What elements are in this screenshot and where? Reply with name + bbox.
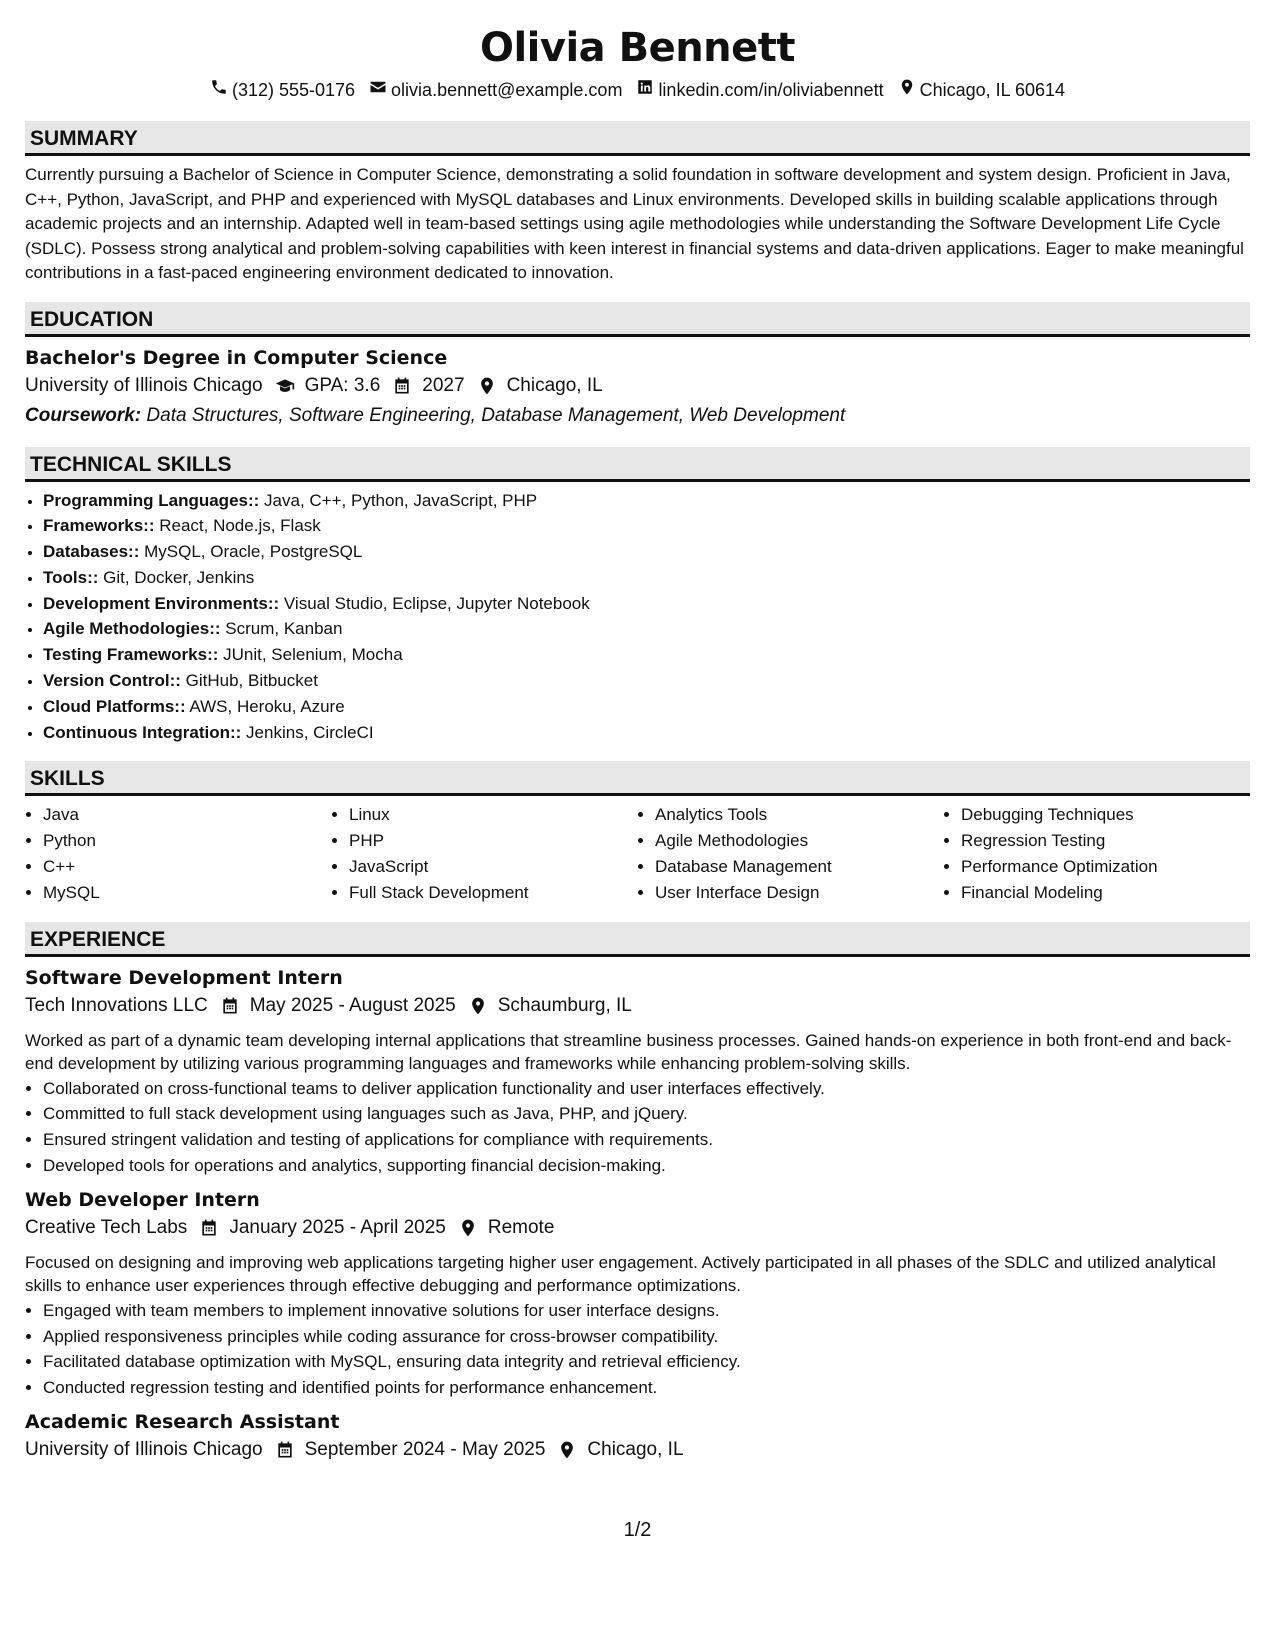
list-item: • Financial Modeling — [961, 880, 1249, 906]
skill-values: React, Node.js, Flask — [159, 516, 321, 536]
skill-values: JUnit, Selenium, Mocha — [223, 645, 403, 665]
list-item — [43, 642, 1250, 668]
technical-skills-heading: TECHNICAL SKILLS — [25, 447, 1250, 482]
job-location: Schaumburg, IL — [497, 994, 632, 1016]
job-meta — [25, 1435, 1250, 1465]
skill-values: Java, C++, Python, JavaScript, PHP — [264, 490, 538, 510]
list-item: • C++ — [43, 854, 331, 880]
list-item — [43, 591, 1250, 617]
job-entry — [25, 1409, 1250, 1465]
skill-category: Cloud Platforms:: — [43, 696, 186, 716]
list-item: • Java — [43, 802, 331, 828]
skills-column — [331, 802, 637, 905]
job-bullets — [25, 1076, 1250, 1179]
list-item: • Performance Optimization — [961, 854, 1249, 880]
skill-values: MySQL, Oracle, PostgreSQL — [144, 542, 363, 562]
skills-column — [943, 802, 1249, 905]
linkedin-link[interactable]: linkedin.com/in/oliviabennett — [658, 80, 884, 100]
list-item: • Database Management — [655, 854, 943, 880]
graduation-cap-icon — [275, 376, 295, 396]
education-heading: EDUCATION — [25, 302, 1250, 337]
candidate-name: Olivia Bennett — [479, 25, 796, 71]
list-item: • Developed tools for operations and analytics, supporting financial decision-making. — [43, 1153, 1250, 1179]
phone-text: (312) 555-0176 — [231, 80, 356, 100]
education-location: Chicago, IL — [506, 374, 603, 396]
contact-linkedin[interactable] — [636, 78, 883, 102]
contact-location — [898, 78, 1065, 102]
phone-icon — [210, 78, 228, 102]
list-item — [43, 720, 1250, 746]
list-item: • Applied responsiveness principles while coding assurance for cross-browser compatibility. — [43, 1324, 1250, 1350]
job-entry — [25, 965, 1250, 1179]
list-item — [43, 668, 1250, 694]
list-item — [43, 694, 1250, 720]
job-dates: May 2025 - August 2025 — [249, 994, 456, 1016]
list-item: • Linux — [349, 802, 637, 828]
company-name: Tech Innovations LLC — [25, 994, 208, 1016]
location-pin-icon — [468, 996, 488, 1016]
company-name: Creative Tech Labs — [25, 1216, 188, 1238]
skill-category: Continuous Integration:: — [43, 722, 242, 742]
job-location: Remote — [487, 1216, 555, 1238]
skill-values: Scrum, Kanban — [225, 619, 343, 639]
coursework-list: Data Structures, Software Engineering, Database Management, Web Development — [146, 404, 846, 426]
job-bullets — [25, 1298, 1250, 1401]
summary-text: Currently pursuing a Bachelor of Science in Computer Science, demonstrating a solid foundation in software development and system design. Proficient in Java, C++, Python, JavaScript, and PHP and experienced with MySQL databases and Linux environments. Developed skills in building scalable applications through academic projects and an internship. Adapted well in team-based settings using agile methodologies while understanding the Software Development Life Cycle (SDLC). Possess strong analytical and problem-solving capabilities with keen interest in financial systems and data-driven applications. Eager to make meaningful contributions in a fast-paced engineering environment dedicated to innovation. — [25, 165, 1244, 282]
skill-values: AWS, Heroku, Azure — [189, 696, 345, 716]
company-name: University of Illinois Chicago — [25, 1439, 263, 1461]
job-meta — [25, 1213, 1250, 1243]
skill-category: Testing Frameworks:: — [43, 645, 219, 665]
list-item: • Python — [43, 828, 331, 854]
location-pin-icon — [898, 78, 916, 102]
list-item — [43, 616, 1250, 642]
job-title: Academic Research Assistant — [25, 1411, 340, 1434]
list-item: • Agile Methodologies — [655, 828, 943, 854]
job-title: Web Developer Intern — [25, 1188, 260, 1211]
skill-category: Databases:: — [43, 542, 140, 562]
list-item: • Ensured stringent validation and testing of applications for compliance with requirements. — [43, 1127, 1250, 1153]
job-entry — [25, 1187, 1250, 1401]
envelope-icon — [369, 78, 387, 102]
list-item — [43, 513, 1250, 539]
list-item: • PHP — [349, 828, 637, 854]
skill-values: Visual Studio, Eclipse, Jupyter Notebook — [283, 593, 590, 613]
list-item — [43, 488, 1250, 514]
coursework-label: Coursework: — [25, 404, 142, 426]
skill-category: Development Environments:: — [43, 593, 280, 613]
location-text: Chicago, IL 60614 — [919, 80, 1066, 100]
graduation-year: 2027 — [422, 374, 465, 396]
skill-values: GitHub, Bitbucket — [185, 671, 318, 691]
resume-page — [25, 22, 1250, 1465]
list-item: • JavaScript — [349, 854, 637, 880]
list-item: • Facilitated database optimization with MySQL, ensuring data integrity and retrieval efficiency. — [43, 1349, 1250, 1375]
list-item: • MySQL — [43, 880, 331, 906]
list-item: • Debugging Techniques — [961, 802, 1249, 828]
experience-heading: EXPERIENCE — [25, 922, 1250, 957]
list-item: • Analytics Tools — [655, 802, 943, 828]
skill-category: Programming Languages:: — [43, 490, 260, 510]
skills-grid — [25, 802, 1250, 905]
job-description: Focused on designing and improving web applications targeting higher user engagement. Actively participated in all phases of the SDLC and utilized analytical skills to enhance user experiences through effective debugging and performance optimizations. — [25, 1252, 1216, 1296]
skill-category: Version Control:: — [43, 671, 181, 691]
page-number: 1/2 — [623, 1519, 652, 1541]
list-item: • Regression Testing — [961, 828, 1249, 854]
skill-category: Tools:: — [43, 567, 99, 587]
linkedin-icon — [636, 78, 654, 102]
contact-phone — [210, 78, 355, 102]
location-pin-icon — [557, 1440, 577, 1460]
skills-heading: SKILLS — [25, 761, 1250, 796]
job-title: Software Development Intern — [25, 966, 343, 989]
job-location: Chicago, IL — [587, 1439, 684, 1461]
location-pin-icon — [458, 1218, 478, 1238]
skill-category: Frameworks:: — [43, 516, 155, 536]
summary-heading: SUMMARY — [25, 121, 1250, 156]
contact-bar — [25, 78, 1250, 102]
technical-skills-list — [25, 488, 1250, 746]
skills-column — [25, 802, 331, 905]
school-name: University of Illinois Chicago — [25, 374, 263, 396]
degree-title: Bachelor's Degree in Computer Science — [25, 346, 448, 369]
calendar-icon — [199, 1218, 219, 1238]
contact-email[interactable] — [369, 78, 622, 102]
list-item: • Collaborated on cross-functional teams to deliver application functionality and user interfaces effectively. — [43, 1076, 1250, 1102]
list-item: • Engaged with team members to implement innovative solutions for user interface designs. — [43, 1298, 1250, 1324]
email-link[interactable]: olivia.bennett@example.com — [391, 80, 623, 100]
job-description: Worked as part of a dynamic team developing internal applications that streamline business processes. Gained hands-on experience in both front-end and back-end development by utilizing various programming languages and frameworks while enhancing problem-solving skills. — [25, 1030, 1232, 1074]
list-item: • Conducted regression testing and identified points for performance enhancement. — [43, 1375, 1250, 1401]
calendar-icon — [275, 1440, 295, 1460]
skills-column — [637, 802, 943, 905]
coursework-line — [25, 401, 1250, 431]
list-item — [43, 565, 1250, 591]
skill-values: Git, Docker, Jenkins — [103, 567, 255, 587]
gpa-text: GPA: 3.6 — [304, 374, 381, 396]
calendar-icon — [392, 376, 412, 396]
location-pin-icon — [477, 376, 497, 396]
list-item — [43, 539, 1250, 565]
job-dates: September 2024 - May 2025 — [304, 1439, 546, 1461]
list-item: • User Interface Design — [655, 880, 943, 906]
list-item: • Full Stack Development — [349, 880, 637, 906]
education-meta — [25, 371, 1250, 401]
job-meta — [25, 991, 1250, 1021]
calendar-icon — [220, 996, 240, 1016]
skill-category: Agile Methodologies:: — [43, 619, 221, 639]
skill-values: Jenkins, CircleCI — [246, 722, 374, 742]
list-item: • Committed to full stack development using languages such as Java, PHP, and jQuery. — [43, 1101, 1250, 1127]
job-dates: January 2025 - April 2025 — [229, 1216, 446, 1238]
